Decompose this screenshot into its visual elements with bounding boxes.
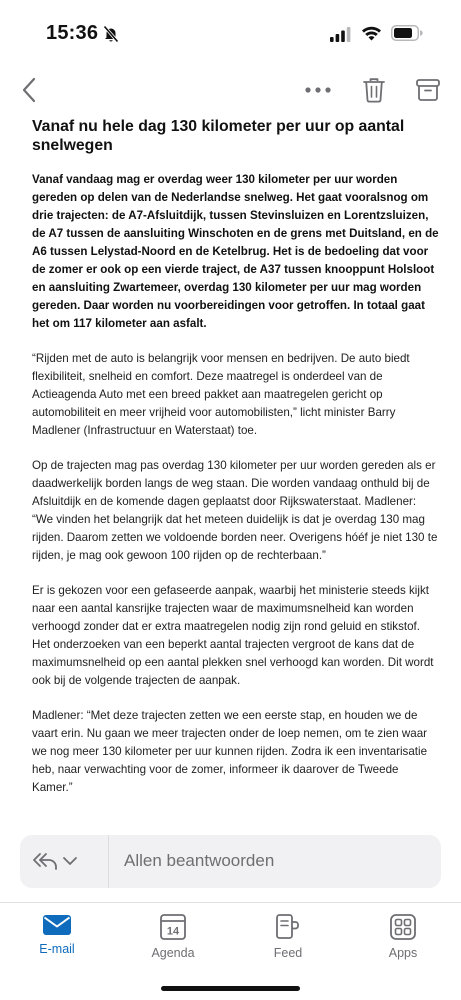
- envelope-icon: [42, 913, 72, 937]
- more-dots-icon: [305, 87, 331, 93]
- reply-divider: [108, 835, 109, 888]
- trash-icon: [363, 77, 385, 103]
- email-paragraph: Op de trajecten mag pas overdag 130 kilometer per uur worden gereden als er daadwerkelijk borden langs de weg staan. Die worden vandaag onthuld bij de Afsluitdijk en de komende dagen geplaatst door Rijkswaterstaat. Madlener: “We vinden het belangrijk dat het meteen duidelijk is dat je overdag 130 mag rijden. Daarom zetten we voldoende borden neer. Overigens hóéf je niet 130 te rijden, je mag ook gewoon 100 rijden op de rechterbaan.”: [32, 459, 438, 562]
- tab-label: Apps: [388, 946, 418, 960]
- tab-label: Feed: [273, 946, 303, 960]
- reply-bar: [20, 835, 441, 888]
- back-button[interactable]: [14, 72, 44, 108]
- bell-slash-icon: [102, 25, 120, 43]
- wifi-icon: [361, 25, 382, 41]
- feed-icon: [274, 913, 302, 941]
- tab-agenda[interactable]: [138, 913, 208, 973]
- battery-icon: [391, 25, 423, 41]
- tab-label: E-mail: [39, 942, 75, 956]
- status-time: 15:36: [46, 22, 99, 44]
- tab-email[interactable]: [22, 913, 92, 973]
- reply-options-button[interactable]: [32, 848, 84, 874]
- reply-all-icon: [32, 851, 58, 871]
- email-paragraph: Er is gekozen voor een gefaseerde aanpak, waarbij het ministerie steeds kijkt naar een aantal kansrijke trajecten waar de maximumsnelheid kan worden verhoogd zonder dat er extra maatregelen nodig zijn rond geluid en stikstof. Het onderzoeken van een beperkt aantal trajecten vergroot de kans dat de maximumsnelheid op een aantal plekken snel verhoogd kan worden. Dit wordt ook bij de volgende trajecten de aanpak.: [32, 584, 434, 687]
- apps-grid-icon: [389, 913, 417, 941]
- email-title: Vanaf nu hele dag 130 kilometer per uur op aantal snelwegen: [32, 118, 405, 154]
- chevron-down-icon: [62, 856, 78, 866]
- cellular-signal-icon: [330, 27, 352, 42]
- message-toolbar: [0, 70, 461, 114]
- home-indicator: [161, 986, 300, 991]
- chevron-left-icon: [22, 77, 36, 103]
- archive-button[interactable]: [414, 75, 442, 105]
- calendar-day: 14: [166, 925, 180, 938]
- tab-feed[interactable]: [253, 913, 323, 973]
- tab-label: Agenda: [151, 946, 195, 960]
- delete-button[interactable]: [360, 75, 388, 105]
- reply-all-input[interactable]: Allen beantwoorden: [124, 851, 275, 870]
- email-paragraph-lead: Vanaf vandaag mag er overdag weer 130 kilometer per uur worden gereden op delen van de Nederlandse snelweg. Het gaat vooralsnog om drie trajecten: de A7-Afsluitdijk, tussen Stevinsluizen en Lorentzsluizen, de A7 tussen de aansluiting Winschoten en de grens met Duitsland, en de A6 tussen Lelystad-Noord en de Ketelbrug. Het is de bedoeling dat voor de zomer er ook op een vierde traject, de A37 tussen knooppunt Holsloot en aansluiting Zwartemeer, overdag 130 kilometer per uur mag worden gereden. Daar worden nu voorbereidingen voor getroffen. In totaal gaat het om 117 kilometer aan asfalt.: [32, 173, 439, 330]
- email-paragraph: Madlener: “Met deze trajecten zetten we een eerste stap, en houden we de vaart erin. Nu gaan we meer trajecten onder de loep nemen, om te zien waar we nog meer 130 kilometer per uur kunnen rijden. Zodra ik een inventarisatie heb, naar verwachting voor de zomer, informeer ik daarover de Tweede Kamer.”: [32, 709, 428, 794]
- more-options-button[interactable]: [303, 78, 333, 102]
- email-body: [32, 117, 440, 817]
- tab-apps[interactable]: [368, 913, 438, 973]
- email-paragraph: [32, 814, 440, 817]
- calendar-icon: [159, 913, 187, 941]
- archive-icon: [416, 78, 440, 102]
- status-bar: [0, 0, 461, 70]
- email-paragraph: “Rijden met de auto is belangrijk voor mensen en bedrijven. De auto biedt flexibiliteit, snelheid en comfort. Deze maatregel is onderdeel van de Actieagenda Auto met een breed pakket aan maatregelen gericht op automobiliteit en meer vrijheid voor automobilisten,” licht minister Barry Madlener (Infrastructuur en Waterstaat) toe.: [32, 352, 410, 437]
